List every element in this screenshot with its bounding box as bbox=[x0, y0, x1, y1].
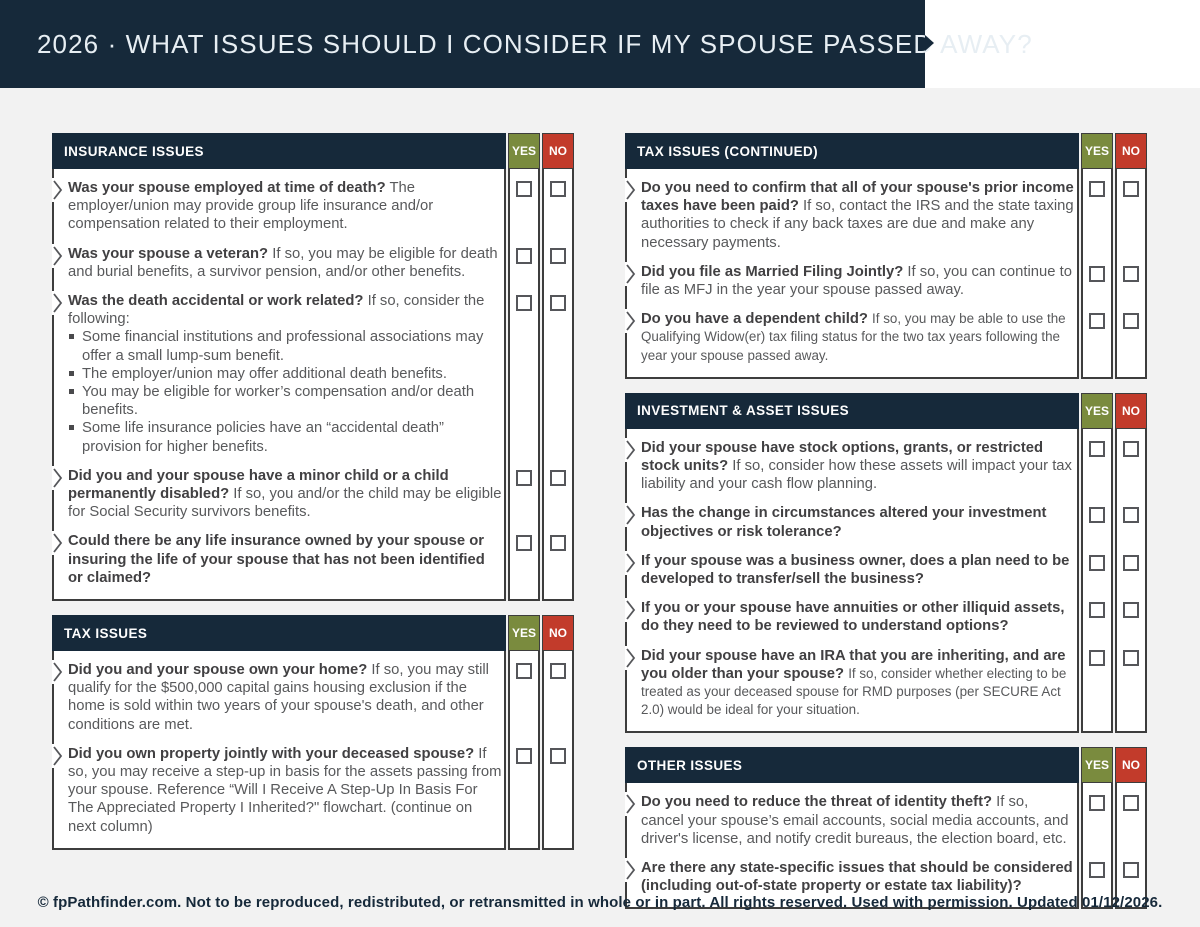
yes-cell bbox=[1081, 642, 1113, 734]
question-row bbox=[625, 305, 1079, 379]
card-title: INVESTMENT & ASSET ISSUES bbox=[637, 403, 850, 419]
yes-cell bbox=[508, 651, 540, 740]
row-chevron-icon bbox=[52, 531, 64, 555]
row-chevron-icon bbox=[625, 262, 637, 286]
yes-checkbox[interactable] bbox=[516, 535, 532, 551]
row-chevron-icon bbox=[625, 646, 637, 670]
card-tax-issues bbox=[52, 615, 574, 850]
row-chevron-icon bbox=[52, 660, 64, 684]
yes-cell bbox=[508, 462, 540, 528]
yes-cell bbox=[508, 287, 540, 462]
yes-cell bbox=[508, 240, 540, 287]
yes-checkbox[interactable] bbox=[1089, 862, 1105, 878]
yes-checkbox[interactable] bbox=[1089, 441, 1105, 457]
answer-text: If so, you may receive a step-up in basis for the assets passing from your spouse. Reference “Will I Receive A Step-Up In Basis For The Appreciated Property I Inherited?" flowchart. (continue on next column) bbox=[68, 745, 502, 835]
yes-checkbox[interactable] bbox=[1089, 555, 1105, 571]
card-title: TAX ISSUES (CONTINUED) bbox=[637, 143, 819, 159]
question-row bbox=[625, 258, 1079, 305]
card-tax-issues-continued bbox=[625, 133, 1147, 379]
question-row bbox=[625, 783, 1079, 854]
no-cell bbox=[1115, 169, 1147, 258]
row-chevron-icon bbox=[52, 178, 64, 202]
no-checkbox[interactable] bbox=[1123, 862, 1139, 878]
question-text: Was the death accidental or work related? bbox=[68, 293, 364, 310]
yes-checkbox[interactable] bbox=[516, 470, 532, 486]
yes-cell bbox=[1081, 258, 1113, 305]
no-checkbox[interactable] bbox=[550, 663, 566, 679]
no-checkbox[interactable] bbox=[550, 470, 566, 486]
no-checkbox[interactable] bbox=[550, 748, 566, 764]
yes-cell bbox=[1081, 305, 1113, 379]
question-row bbox=[52, 287, 506, 462]
bullet-item bbox=[68, 328, 502, 364]
card-insurance-issues bbox=[52, 133, 574, 601]
question-row bbox=[625, 594, 1079, 641]
answer-text: If so, contact the IRS and the state taxing authorities to check if any back taxes are due and make any necessary payments. bbox=[641, 198, 1074, 251]
card-header bbox=[52, 615, 506, 651]
no-checkbox[interactable] bbox=[1123, 266, 1139, 282]
yes-checkbox[interactable] bbox=[516, 663, 532, 679]
answer-text: If so, you may still qualify for the $500,000 capital gains housing exclusion if the home is sold within two years of your spouse's death, and other conditions are met. bbox=[68, 662, 489, 733]
no-checkbox[interactable] bbox=[1123, 181, 1139, 197]
yes-checkbox[interactable] bbox=[516, 748, 532, 764]
card-title: OTHER ISSUES bbox=[637, 757, 743, 773]
question-text: Did your spouse have stock options, grants, or restricted stock units? bbox=[641, 439, 1044, 475]
yes-column-header: YES bbox=[508, 133, 540, 169]
answer-text: If so, you and/or the child may be eligible for Social Security survivors benefits. bbox=[68, 486, 502, 521]
question-row bbox=[625, 429, 1079, 500]
answer-text: If so, cancel your spouse’s email accounts, social media accounts, and driver's license, and notify credit bureaus, the election board, etc. bbox=[641, 794, 1069, 847]
yes-cell bbox=[1081, 547, 1113, 594]
no-cell bbox=[542, 527, 574, 601]
no-column-header: NO bbox=[1115, 133, 1147, 169]
yes-checkbox[interactable] bbox=[1089, 795, 1105, 811]
row-chevron-icon bbox=[625, 178, 637, 202]
column-left bbox=[52, 133, 574, 864]
question-text: Did you and your spouse have a minor child or a child permanently disabled? bbox=[68, 467, 449, 503]
no-checkbox[interactable] bbox=[550, 248, 566, 264]
question-text: Did you own property jointly with your deceased spouse? bbox=[68, 745, 475, 762]
row-chevron-icon bbox=[52, 744, 64, 768]
no-cell bbox=[542, 462, 574, 528]
yes-checkbox[interactable] bbox=[516, 295, 532, 311]
no-cell bbox=[1115, 258, 1147, 305]
bullet-text: The employer/union may offer additional death benefits. bbox=[82, 365, 447, 382]
no-cell bbox=[1115, 594, 1147, 641]
no-checkbox[interactable] bbox=[1123, 441, 1139, 457]
no-cell bbox=[542, 651, 574, 740]
header-arrow-icon bbox=[925, 35, 934, 51]
row-chevron-icon bbox=[625, 792, 637, 816]
yes-cell bbox=[1081, 169, 1113, 258]
question-row bbox=[52, 527, 506, 601]
question-text: Could there be any life insurance owned by your spouse or insuring the life of your spouse that has not been identified or claimed? bbox=[68, 533, 485, 586]
yes-cell bbox=[508, 527, 540, 601]
no-column-header: NO bbox=[1115, 747, 1147, 783]
question-text: If you or your spouse have annuities or other illiquid assets, do they need to be reviewed to understand options? bbox=[641, 600, 1065, 635]
row-chevron-icon bbox=[625, 858, 637, 882]
row-chevron-icon bbox=[52, 244, 64, 268]
no-cell bbox=[1115, 642, 1147, 734]
answer-text: The employer/union may provide group life insurance and/or compensation related to their employment. bbox=[68, 180, 434, 233]
yes-cell bbox=[1081, 783, 1113, 854]
yes-checkbox[interactable] bbox=[1089, 602, 1105, 618]
no-cell bbox=[1115, 429, 1147, 500]
yes-cell bbox=[1081, 499, 1113, 546]
no-cell bbox=[1115, 499, 1147, 546]
no-checkbox[interactable] bbox=[1123, 313, 1139, 329]
bullet-text: Some life insurance policies have an “accidental death” provision for higher benefits. bbox=[82, 420, 444, 455]
title-bar bbox=[0, 0, 1033, 88]
yes-checkbox[interactable] bbox=[1089, 313, 1105, 329]
yes-cell bbox=[508, 169, 540, 240]
no-cell bbox=[542, 240, 574, 287]
no-checkbox[interactable] bbox=[1123, 795, 1139, 811]
card-header bbox=[625, 393, 1079, 429]
yes-checkbox[interactable] bbox=[516, 248, 532, 264]
no-checkbox[interactable] bbox=[1123, 507, 1139, 523]
question-text: Was your spouse employed at time of death? bbox=[68, 180, 386, 196]
question-row bbox=[625, 547, 1079, 594]
bullet-marker-icon bbox=[69, 425, 74, 430]
question-text: Did your spouse have an IRA that you are inheriting, and are you older than your spouse? bbox=[641, 647, 1066, 682]
yes-column-header: YES bbox=[508, 615, 540, 651]
yes-checkbox[interactable] bbox=[1089, 181, 1105, 197]
card-header bbox=[625, 747, 1079, 783]
yes-column-header: YES bbox=[1081, 747, 1113, 783]
card-title: INSURANCE ISSUES bbox=[64, 143, 204, 159]
card-title: TAX ISSUES bbox=[64, 625, 148, 641]
yes-checkbox[interactable] bbox=[516, 181, 532, 197]
no-cell bbox=[1115, 783, 1147, 854]
no-column-header: NO bbox=[542, 133, 574, 169]
no-column-header: NO bbox=[1115, 393, 1147, 429]
no-cell bbox=[542, 287, 574, 462]
question-row bbox=[52, 462, 506, 528]
row-chevron-icon bbox=[625, 551, 637, 575]
question-text: Are there any state-specific issues that should be considered (including out-of-state property or estate tax liability)? bbox=[641, 860, 1073, 895]
yes-column-header: YES bbox=[1081, 393, 1113, 429]
row-chevron-icon bbox=[625, 438, 637, 462]
question-row bbox=[52, 240, 506, 287]
question-text: Do you need to confirm that all of your spouse's prior income taxes have been paid? bbox=[641, 180, 1074, 215]
bullet-marker-icon bbox=[69, 334, 74, 339]
yes-checkbox[interactable] bbox=[1089, 507, 1105, 523]
no-checkbox[interactable] bbox=[550, 535, 566, 551]
answer-text: If so, consider whether electing to be treated as your deceased spouse for RMD purposes (per SECURE Act 2.0) would be ideal for your situation. bbox=[641, 665, 1067, 718]
bullet-marker-icon bbox=[69, 371, 74, 376]
question-text: Do you need to reduce the threat of identity theft? bbox=[641, 794, 993, 811]
no-cell bbox=[542, 169, 574, 240]
yes-cell bbox=[1081, 594, 1113, 641]
question-row bbox=[52, 740, 506, 850]
question-text: Did you file as Married Filing Jointly? bbox=[641, 263, 904, 280]
yes-cell bbox=[1081, 429, 1113, 500]
page-title: 2026 · WHAT ISSUES SHOULD I CONSIDER IF MY SPOUSE PASSED AWAY? bbox=[37, 28, 1033, 59]
no-cell bbox=[1115, 547, 1147, 594]
question-text: Has the change in circumstances altered your investment objectives or risk tolerance? bbox=[641, 505, 1047, 540]
no-checkbox[interactable] bbox=[1123, 602, 1139, 618]
bullet-text: Some financial institutions and professional associations may offer a small lump-sum benefit. bbox=[82, 329, 484, 364]
card-header bbox=[625, 133, 1079, 169]
row-chevron-icon bbox=[625, 598, 637, 622]
footer-copyright: © fpPathfinder.com. Not to be reproduced, redistributed, or retransmitted in whole or in part. All rights reserved. Used with permission. Updated 01/12/2026. bbox=[37, 894, 1163, 911]
row-chevron-icon bbox=[625, 503, 637, 527]
card-other-issues bbox=[625, 747, 1147, 909]
no-checkbox[interactable] bbox=[1123, 555, 1139, 571]
no-cell bbox=[542, 740, 574, 850]
bullet-marker-icon bbox=[69, 389, 74, 394]
question-text: Was your spouse a veteran? bbox=[68, 245, 269, 262]
row-chevron-icon bbox=[625, 309, 637, 333]
no-checkbox[interactable] bbox=[550, 181, 566, 197]
yes-checkbox[interactable] bbox=[1089, 266, 1105, 282]
yes-cell bbox=[508, 740, 540, 850]
question-text: If your spouse was a business owner, does a plan need to be developed to transfer/sell the business? bbox=[641, 552, 1070, 588]
question-row bbox=[625, 169, 1079, 258]
no-column-header: NO bbox=[542, 615, 574, 651]
bullet-text: You may be eligible for worker’s compensation and/or death benefits. bbox=[82, 384, 475, 419]
card-investment-asset-issues bbox=[625, 393, 1147, 734]
question-row bbox=[625, 642, 1079, 734]
answer-text: If so, you can continue to file as MFJ in the year your spouse passed away. bbox=[641, 263, 1072, 299]
answer-text: If so, consider the following: bbox=[68, 293, 485, 328]
question-row bbox=[52, 169, 506, 240]
bullet-item bbox=[68, 383, 502, 419]
question-text: Do you have a dependent child? bbox=[641, 311, 868, 328]
row-chevron-icon bbox=[52, 466, 64, 490]
answer-text: If so, you may be eligible for death and burial benefits, a survivor pension, and/or other benefits. bbox=[68, 245, 498, 280]
answer-text: If so, consider how these assets will impact your tax liability and your cash flow planning. bbox=[641, 458, 1072, 493]
no-cell bbox=[1115, 305, 1147, 379]
question-row bbox=[52, 651, 506, 740]
bullet-item bbox=[68, 419, 502, 455]
column-right bbox=[625, 133, 1147, 923]
no-checkbox[interactable] bbox=[550, 295, 566, 311]
bullet-item bbox=[68, 365, 502, 383]
yes-checkbox[interactable] bbox=[1089, 650, 1105, 666]
card-header bbox=[52, 133, 506, 169]
question-row bbox=[625, 499, 1079, 546]
no-checkbox[interactable] bbox=[1123, 650, 1139, 666]
yes-column-header: YES bbox=[1081, 133, 1113, 169]
row-chevron-icon bbox=[52, 291, 64, 315]
answer-text: If so, you may be able to use the Qualifying Widow(er) tax filing status for the two tax years following the year your spouse passed away. bbox=[641, 311, 1066, 363]
question-text: Did you and your spouse own your home? bbox=[68, 662, 368, 679]
